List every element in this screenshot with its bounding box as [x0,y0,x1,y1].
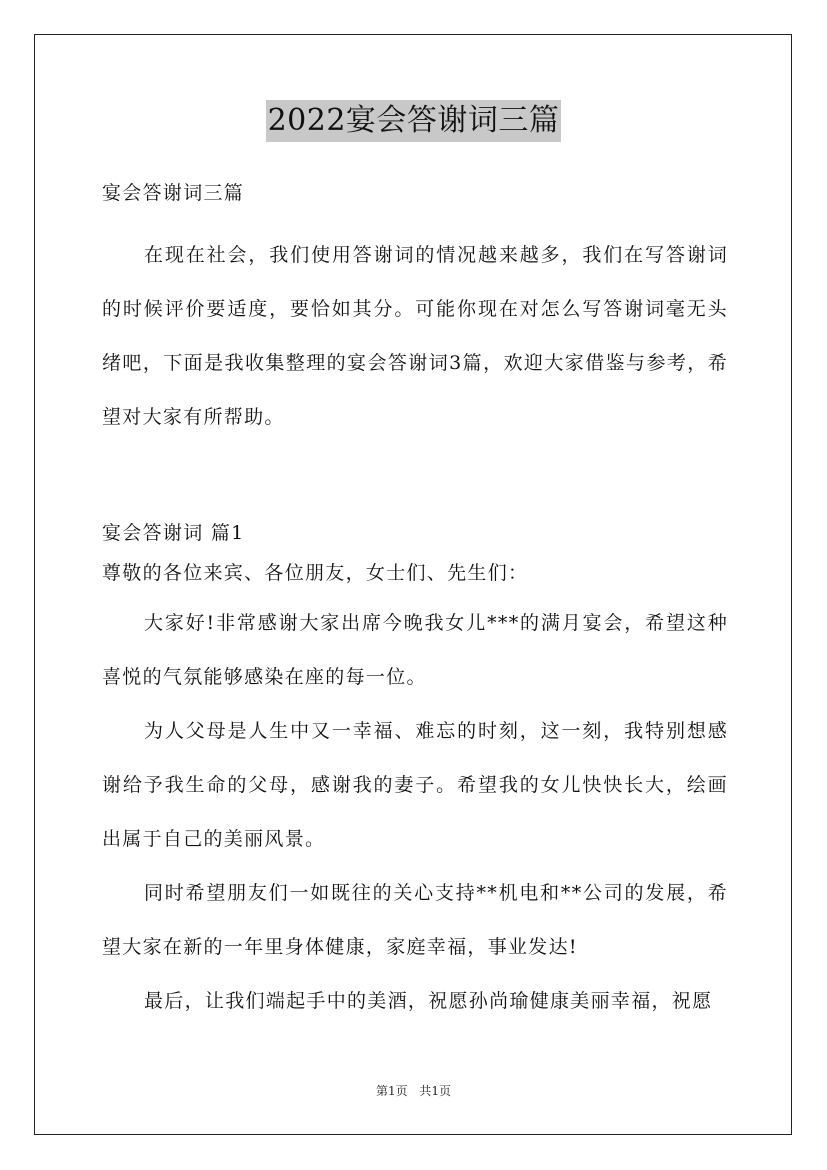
page-number: 第1页 [375,1084,408,1098]
body-paragraph-2: 为人父母是人生中又一幸福、难忘的时刻，这一刻，我特别想感谢给予我生命的父母，感谢我的妻子。希望我的女儿快快长大，绘画出属于自己的美丽风景。 [102,720,728,850]
body-paragraph-4: 最后，让我们端起手中的美酒，祝愿孙尚瑜健康美丽幸福，祝愿 [144,990,713,1012]
title-container [0,100,827,142]
body-paragraph-1: 大家好!非常感谢大家出席今晚我女儿***的满月宴会，希望这种喜悦的气氛能够感染在座的每一位。 [102,612,728,688]
page-footer [0,1082,827,1099]
section-heading: 宴会答谢词 篇1 [102,522,245,544]
intro-paragraph: 在现在社会，我们使用答谢词的情况越来越多，我们在写答谢词的时候评价要适度，要恰如其分。可能你现在对怎么写答谢词毫无头绪吧，下面是我收集整理的宴会答谢词3篇，欢迎大家借鉴与参考，希望对大家有所帮助。 [102,244,728,428]
subtitle: 宴会答谢词三篇 [102,182,245,204]
body-paragraph-3: 同时希望朋友们一如既往的关心支持**机电和**公司的发展，希望大家在新的一年里身体健康，家庭幸福，事业发达! [102,882,728,958]
page-total: 共1页 [419,1084,452,1098]
document-body [102,174,728,1028]
salutation: 尊敬的各位来宾、各位朋友，女士们、先生们： [102,562,529,584]
document-title: 2022宴会答谢词三篇 [266,100,562,142]
